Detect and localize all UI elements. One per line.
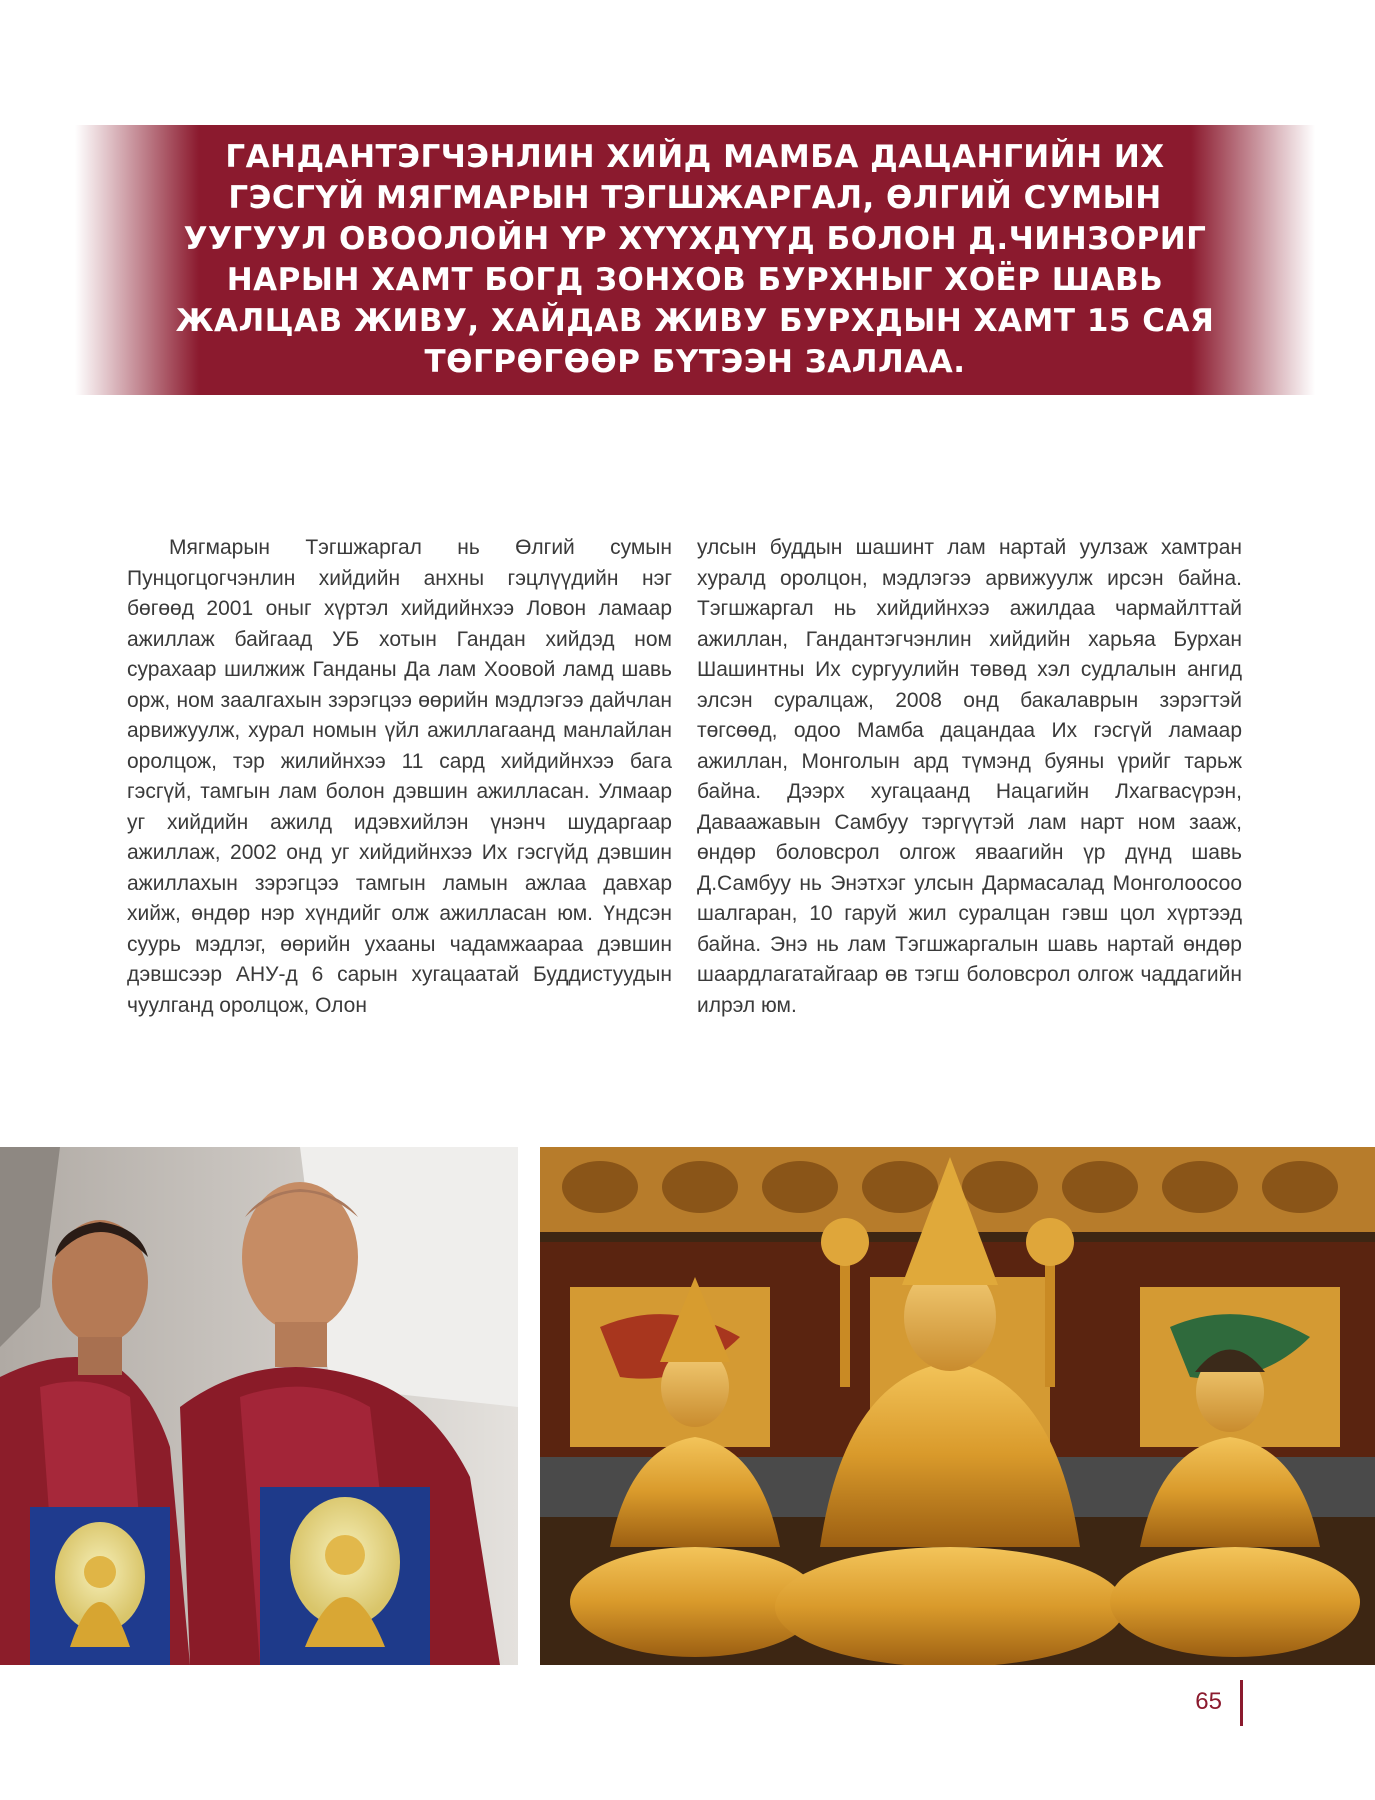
photo-golden-statues	[540, 1147, 1375, 1665]
article-body	[127, 533, 1242, 1021]
article-column-1: Мягмарын Тэгшжаргал нь Өлгий сумын Пунцогцогчэнлин хийдийн анхны гэцлүүдийн нэг бөгөөд 2001 оныг хүртэл хийдийнхээ Ловон ламаар ажиллаж байгаад УБ хотын Гандан хийдэд ном сурахаар шилжиж Ганданы Да лам Хоовой ламд шавь орж, ном заалгахын зэрэгцээ өөрийн мэдлэгээ дайчлан арвижуулж, хурал номын үйл ажиллагаанд манлайлан оролцож, тэр жилийнхээ 11 сард хийдийнхээ бага гэсгүй, тамгын лам болон дэвшин ажилласан. Улмаар уг хийдийн ажилд идэвхийлэн үнэнч шударгаар ажиллаж, 2002 онд уг хийдийнхээ Их гэсгүйд дэвшин ажиллахын зэрэгцээ тамгын ламын ажлаа давхар хийж, өндөр нэр хүндийг олж ажилласан юм. Үндсэн суурь мэдлэг, өөрийн ухааны чадамжаараа дэвшин дэвшсээр АНУ-д 6 сарын хугацаатай Буддистуудын чуулганд оролцож, Олон	[127, 536, 672, 1017]
page-number: 65	[1195, 1688, 1222, 1715]
page-title: ГАНДАНТЭГЧЭНЛИН ХИЙД МАМБА ДАЦАНГИЙН ИХ ГЭСГҮЙ МЯГМАРЫН ТЭГШЖАРГАЛ, ӨЛГИЙ СУМЫН УУГУУЛ ОВООЛОЙН ҮР ХҮҮХДҮҮД БОЛОН Д.ЧИНЗОРИГ НАРЫН ХАМТ БОГД ЗОНХОВ БУРХНЫГ ХОЁР ШАВЬ ЖАЛЦАВ ЖИВУ, ХАЙДАВ ЖИВУ БУРХДЫН ХАМТ 15 САЯ ТӨГРӨГӨӨР БҮТЭЭН ЗАЛЛАА.	[175, 139, 1215, 380]
page-number-divider	[1240, 1680, 1243, 1726]
title-banner	[75, 125, 1315, 395]
photo-monks	[0, 1147, 518, 1665]
article-column-2: улсын буддын шашинт лам нартай уулзаж хамтран хуралд оролцон, мэдлэгээ арвижуулж ирсэн байна. Тэгшжаргал нь хийдийнхээ ажилдаа чармайлттай ажиллан, Гандантэгчэнлин хийдийн харьяа Бурхан Шашинтны Их сургуулийн төвөд хэл судлалын ангид элсэн суралцаж, 2008 онд бакалаврын зэрэгтэй төгсөөд, одоо Мамба дацандаа Их гэсгүй ламаар ажиллан, Монголын ард түмэнд буяны үрийг тарьж байна. Дээрх хугацаанд Нацагийн Лхагвасүрэн, Даваажавын Самбуу тэргүүтэй лам нарт ном зааж, өндөр боловсрол олгож яваагийн үр дүнд шавь Д.Самбуу нь Энэтхэг улсын Дармасалад Монголоосоо шалгаран, 10 гаруй жил суралцан гэвш цол хүртээд байна. Энэ нь лам Тэгшжаргалын шавь нартай өндөр шаардлагатайгаар өв тэгш боловсрол олгож чаддагийн илрэл юм.	[697, 536, 1242, 1017]
